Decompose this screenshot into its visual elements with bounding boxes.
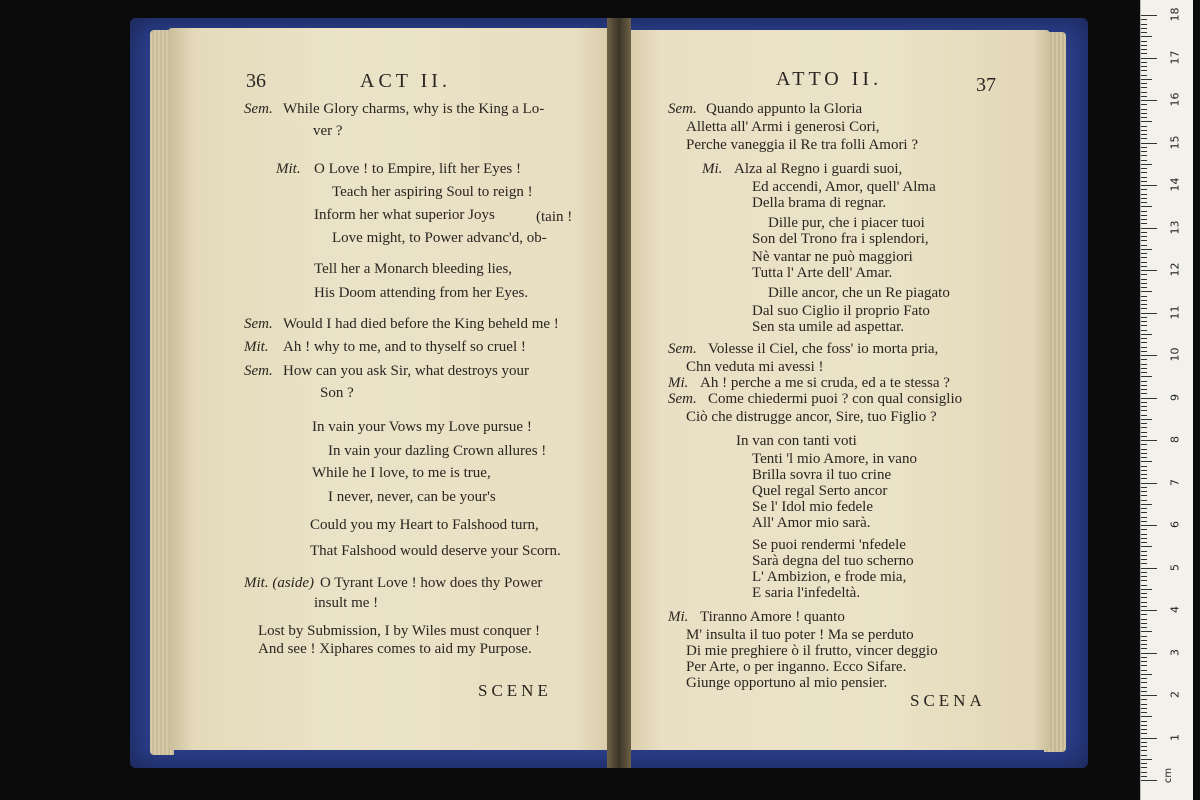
- ruler-tick: [1141, 270, 1157, 271]
- verse-line: Quando appunto la Gloria: [706, 101, 863, 117]
- verse-line: Chn veduta mi avessi !: [686, 359, 824, 375]
- ruler-tick: [1141, 780, 1157, 781]
- ruler-label: 2: [1168, 691, 1182, 698]
- ruler-tick: [1141, 134, 1147, 135]
- ruler-tick: [1141, 755, 1147, 756]
- ruler-tick: [1141, 202, 1147, 203]
- ruler-tick: [1141, 772, 1147, 773]
- right-page-number: 37: [976, 74, 996, 96]
- ruler-tick: [1141, 113, 1147, 114]
- speaker-label: Sem.: [668, 101, 697, 117]
- ruler-tick: [1141, 572, 1147, 573]
- ruler-label: 10: [1168, 347, 1182, 362]
- verse-line: Se l' Idol mio fedele: [752, 499, 874, 515]
- speaker-label: Mi.: [668, 375, 689, 391]
- ruler-tick: [1141, 143, 1157, 144]
- verse-line: In vain your dazling Crown allures !: [328, 443, 547, 459]
- ruler-tick: [1141, 691, 1147, 692]
- ruler-tick: [1141, 253, 1147, 254]
- ruler-tick: [1141, 597, 1147, 598]
- ruler-tick: [1141, 70, 1147, 71]
- ruler-tick: [1141, 313, 1157, 314]
- ruler-tick: [1141, 619, 1147, 620]
- ruler-tick: [1141, 653, 1157, 654]
- ruler-tick: [1141, 763, 1147, 764]
- ruler-tick: [1141, 546, 1152, 547]
- ruler-tick: [1141, 699, 1147, 700]
- ruler-tick: [1141, 215, 1147, 216]
- verse-line: Dille pur, che i piacer tuoi: [768, 215, 925, 231]
- ruler-tick: [1141, 406, 1147, 407]
- ruler-tick: [1141, 211, 1147, 212]
- ruler-tick: [1141, 508, 1147, 509]
- ruler-tick: [1141, 483, 1157, 484]
- verse-line: Alletta all' Armi i generosi Cori,: [686, 119, 880, 135]
- verse-line: Volesse il Ciel, che foss' io morta pria,: [708, 341, 939, 357]
- ruler-tick: [1141, 580, 1147, 581]
- measuring-ruler: [1140, 0, 1193, 800]
- verse-line: How can you ask Sir, what destroys your: [283, 363, 530, 379]
- ruler-tick: [1141, 372, 1147, 373]
- ruler-tick: [1141, 100, 1157, 101]
- ruler-tick: [1141, 627, 1147, 628]
- ruler-tick: [1141, 28, 1147, 29]
- ruler-tick: [1141, 695, 1157, 696]
- ruler-tick: [1141, 41, 1147, 42]
- verse-line: insult me !: [314, 595, 379, 611]
- verse-line: Ciò che distrugge ancor, Sire, tuo Figlio ?: [686, 409, 937, 425]
- verse-line: Son ?: [320, 385, 354, 401]
- ruler-tick: [1141, 512, 1147, 513]
- ruler-tick: [1141, 49, 1147, 50]
- ruler-tick: [1141, 389, 1147, 390]
- verse-line: His Doom attending from her Eyes.: [314, 285, 529, 301]
- verse-line: L' Ambizion, e frode mia,: [752, 569, 907, 585]
- ruler-tick: [1141, 640, 1147, 641]
- ruler-tick: [1141, 419, 1152, 420]
- verse-line: Dal suo Ciglio il proprio Fato: [752, 303, 930, 319]
- verse-line: Sen sta umile ad aspettar.: [752, 319, 905, 335]
- ruler-tick: [1141, 474, 1147, 475]
- ruler-tick: [1141, 266, 1147, 267]
- ruler-tick: [1141, 262, 1147, 263]
- ruler-tick: [1141, 538, 1147, 539]
- ruler-tick: [1141, 610, 1157, 611]
- ruler-tick: [1141, 351, 1147, 352]
- ruler-tick: [1141, 453, 1147, 454]
- verse-line: Di mie preghiere ò il frutto, vincer deggio: [686, 643, 938, 659]
- ruler-tick: [1141, 283, 1147, 284]
- verse-line: Love might, to Power advanc'd, ob-: [332, 230, 547, 246]
- ruler-tick: [1141, 321, 1147, 322]
- ruler-tick: [1141, 32, 1147, 33]
- ruler-tick: [1141, 228, 1157, 229]
- ruler-tick: [1141, 249, 1152, 250]
- ruler-tick: [1141, 750, 1147, 751]
- right-page-header: ATTO II.: [776, 68, 883, 90]
- right-page: [628, 30, 1050, 750]
- ruler-tick: [1141, 427, 1147, 428]
- verse-line: Tenti 'l mio Amore, in vano: [752, 451, 917, 467]
- ruler-tick: [1141, 529, 1147, 530]
- verse-line: Per Arte, o per inganno. Ecco Sifare.: [686, 659, 907, 675]
- verse-line: Tutta l' Arte dell' Amar.: [752, 265, 893, 281]
- verse-line: Se puoi rendermi 'nfedele: [752, 537, 906, 553]
- ruler-tick: [1141, 181, 1147, 182]
- ruler-tick: [1141, 687, 1147, 688]
- ruler-tick: [1141, 189, 1147, 190]
- ruler-tick: [1141, 593, 1147, 594]
- ruler-unit-label: cm: [1163, 767, 1175, 784]
- ruler-tick: [1141, 746, 1147, 747]
- ruler-tick: [1141, 674, 1152, 675]
- ruler-tick: [1141, 36, 1152, 37]
- ruler-tick: [1141, 245, 1147, 246]
- ruler-tick: [1141, 219, 1147, 220]
- ruler-tick: [1141, 466, 1147, 467]
- ruler-tick: [1141, 53, 1147, 54]
- ruler-tick: [1141, 300, 1147, 301]
- ruler-tick: [1141, 338, 1147, 339]
- verse-line: Ed accendi, Amor, quell' Alma: [752, 179, 936, 195]
- ruler-tick: [1141, 385, 1147, 386]
- verse-line: Quel regal Serto ancor: [752, 483, 888, 499]
- ruler-tick: [1141, 563, 1147, 564]
- ruler-tick: [1141, 644, 1147, 645]
- verse-line: Alza al Regno i guardi suoi,: [734, 161, 903, 177]
- ruler-tick: [1141, 58, 1157, 59]
- ruler-tick: [1141, 444, 1147, 445]
- ruler-tick: [1141, 24, 1147, 25]
- ruler-tick: [1141, 317, 1147, 318]
- speaker-label: Sem.: [668, 391, 697, 407]
- ruler-tick: [1141, 393, 1147, 394]
- ruler-tick: [1141, 738, 1157, 739]
- ruler-tick: [1141, 576, 1147, 577]
- ruler-label: 5: [1168, 563, 1182, 571]
- ruler-tick: [1141, 304, 1147, 305]
- ruler-tick: [1141, 725, 1147, 726]
- ruler-tick: [1141, 138, 1147, 139]
- ruler-tick: [1141, 206, 1152, 207]
- verse-line: Sarà degna del tuo scherno: [752, 553, 914, 569]
- ruler-tick: [1141, 461, 1152, 462]
- ruler-tick: [1141, 721, 1147, 722]
- ruler-tick: [1141, 602, 1147, 603]
- verse-line: Giunge opportuno al mio pensier.: [686, 675, 888, 691]
- ruler-tick: [1141, 75, 1147, 76]
- ruler-tick: [1141, 109, 1147, 110]
- ruler-tick: [1141, 631, 1152, 632]
- ruler-tick: [1141, 551, 1147, 552]
- ruler-tick: [1141, 172, 1147, 173]
- verse-line: Perche vaneggia il Re tra folli Amori ?: [686, 137, 919, 153]
- ruler-tick: [1141, 742, 1147, 743]
- ruler-tick: [1141, 257, 1147, 258]
- ruler-tick: [1141, 168, 1147, 169]
- right-catchword: SCENA: [910, 691, 986, 710]
- ruler-tick: [1141, 240, 1147, 241]
- ruler-tick: [1141, 364, 1147, 365]
- ruler-tick: [1141, 670, 1147, 671]
- ruler-label: 17: [1168, 50, 1182, 64]
- ruler-tick: [1141, 121, 1152, 122]
- ruler-tick: [1141, 147, 1147, 148]
- verse-line: Brilla sovra il tuo crine: [752, 467, 892, 483]
- ruler-tick: [1141, 92, 1147, 93]
- left-page: [168, 28, 608, 750]
- ruler-tick: [1141, 355, 1157, 356]
- ruler-label: 14: [1168, 177, 1182, 192]
- ruler-tick: [1141, 504, 1152, 505]
- ruler-tick: [1141, 542, 1147, 543]
- ruler-tick: [1141, 359, 1147, 360]
- verse-line: Teach her aspiring Soul to reign !: [332, 184, 533, 200]
- ruler-tick: [1141, 164, 1152, 165]
- ruler-tick: [1141, 342, 1147, 343]
- verse-line: In van con tanti voti: [736, 433, 857, 449]
- ruler-tick: [1141, 117, 1147, 118]
- ruler-tick: [1141, 368, 1147, 369]
- ruler-tick: [1141, 495, 1147, 496]
- verse-line: Inform her what superior Joys: [314, 207, 495, 223]
- ruler-label: 7: [1168, 478, 1182, 486]
- verse-line: While he I love, to me is true,: [312, 465, 491, 481]
- speaker-label: Sem.: [668, 341, 697, 357]
- ruler-tick: [1141, 704, 1147, 705]
- speaker-label: Mi.: [702, 161, 723, 177]
- ruler-label: 6: [1168, 521, 1182, 528]
- left-page-header: ACT II.: [360, 70, 451, 92]
- ruler-tick: [1141, 151, 1147, 152]
- verse-line: M' insulta il tuo poter ! Ma se perduto: [686, 627, 914, 643]
- ruler-tick: [1141, 776, 1147, 777]
- ruler-tick: [1141, 716, 1152, 717]
- ruler-tick: [1141, 470, 1147, 471]
- ruler-tick: [1141, 325, 1147, 326]
- verse-line: That Falshood would deserve your Scorn.: [310, 543, 561, 559]
- verse-line: Ah ! perche a me si cruda, ed a te stessa ?: [700, 375, 950, 391]
- ruler-tick: [1141, 432, 1147, 433]
- ruler-tick: [1141, 525, 1157, 526]
- ruler-tick: [1141, 381, 1147, 382]
- verse-line: Dille ancor, che un Re piagato: [768, 285, 950, 301]
- ruler-tick: [1141, 678, 1147, 679]
- ruler-tick: [1141, 733, 1147, 734]
- ruler-label: 4: [1168, 606, 1182, 613]
- ruler-tick: [1141, 104, 1147, 105]
- speaker-label: Mit.: [276, 161, 301, 177]
- ruler-tick: [1141, 274, 1147, 275]
- ruler-tick: [1141, 376, 1152, 377]
- ruler-tick: [1141, 96, 1147, 97]
- verse-line: (tain !: [536, 209, 573, 225]
- ruler-tick: [1141, 614, 1147, 615]
- ruler-label: 13: [1168, 220, 1182, 234]
- book-gutter: [607, 18, 631, 768]
- ruler-tick: [1141, 194, 1147, 195]
- ruler-tick: [1141, 308, 1147, 309]
- ruler-tick: [1141, 759, 1152, 760]
- ruler-tick: [1141, 177, 1147, 178]
- ruler-tick: [1141, 708, 1147, 709]
- ruler-tick: [1141, 223, 1147, 224]
- speaker-label: Mit.: [244, 339, 269, 355]
- ruler-label: 12: [1168, 262, 1182, 277]
- ruler-tick: [1141, 330, 1147, 331]
- ruler-label: 15: [1168, 135, 1182, 149]
- verse-line: While Glory charms, why is the King a Lo-: [283, 101, 545, 117]
- ruler-tick: [1141, 398, 1157, 399]
- ruler-tick: [1141, 291, 1152, 292]
- left-catchword: SCENE: [478, 681, 552, 700]
- ruler-label: 8: [1168, 436, 1182, 443]
- verse-line: O Tyrant Love ! how does thy Power: [320, 575, 543, 591]
- ruler-tick: [1141, 198, 1147, 199]
- ruler-tick: [1141, 648, 1147, 649]
- verse-line: And see ! Xiphares comes to aid my Purpose.: [258, 641, 532, 657]
- verse-line: Lost by Submission, I by Wiles must conquer !: [258, 623, 541, 639]
- ruler-tick: [1141, 436, 1147, 437]
- ruler-tick: [1141, 83, 1147, 84]
- ruler-tick: [1141, 478, 1147, 479]
- verse-line: Could you my Heart to Falshood turn,: [310, 517, 539, 533]
- ruler-label: 18: [1168, 7, 1182, 22]
- verse-line: In vain your Vows my Love pursue !: [312, 419, 532, 435]
- ruler-tick: [1141, 682, 1147, 683]
- ruler-tick: [1141, 623, 1147, 624]
- ruler-tick: [1141, 568, 1157, 569]
- ruler-tick: [1141, 491, 1147, 492]
- verse-line: ver ?: [313, 123, 343, 139]
- ruler-tick: [1141, 45, 1147, 46]
- ruler-tick: [1141, 287, 1147, 288]
- ruler-tick: [1141, 296, 1147, 297]
- ruler-tick: [1141, 19, 1147, 20]
- verse-line: Della brama di regnar.: [752, 195, 887, 211]
- ruler-tick: [1141, 585, 1147, 586]
- ruler-tick: [1141, 767, 1147, 768]
- ruler-label: 11: [1168, 305, 1182, 319]
- ruler-tick: [1141, 185, 1157, 186]
- verse-line: Tiranno Amore ! quanto: [700, 609, 845, 625]
- ruler-tick: [1141, 665, 1147, 666]
- ruler-tick: [1141, 160, 1147, 161]
- verse-line: E saria l'infedeltà.: [752, 585, 861, 601]
- ruler-tick: [1141, 729, 1147, 730]
- verse-line: All' Amor mio sarà.: [752, 515, 871, 531]
- verse-line: Come chiedermi puoi ? con qual consiglio: [708, 391, 963, 407]
- verse-line: Son del Trono fra i splendori,: [752, 231, 929, 247]
- ruler-tick: [1141, 15, 1157, 16]
- ruler-tick: [1141, 410, 1147, 411]
- ruler-tick: [1141, 236, 1147, 237]
- ruler-label: 3: [1168, 648, 1182, 656]
- ruler-tick: [1141, 712, 1147, 713]
- ruler-tick: [1141, 636, 1147, 637]
- ruler-tick: [1141, 87, 1147, 88]
- ruler-tick: [1141, 279, 1147, 280]
- speaker-label: Sem.: [244, 316, 273, 332]
- ruler-tick: [1141, 487, 1147, 488]
- ruler-tick: [1141, 415, 1147, 416]
- verse-line: Ah ! why to me, and to thyself so cruel !: [283, 339, 526, 355]
- ruler-tick: [1141, 232, 1147, 233]
- ruler-tick: [1141, 517, 1147, 518]
- ruler-tick: [1141, 79, 1152, 80]
- ruler-tick: [1141, 500, 1147, 501]
- speaker-label: Mit. (aside): [244, 575, 314, 591]
- ruler-tick: [1141, 334, 1152, 335]
- ruler-label: 1: [1168, 733, 1182, 741]
- ruler-tick: [1141, 606, 1147, 607]
- ruler-tick: [1141, 555, 1147, 556]
- ruler-tick: [1141, 402, 1147, 403]
- ruler-tick: [1141, 66, 1147, 67]
- ruler-tick: [1141, 657, 1147, 658]
- verse-line: O Love ! to Empire, lift her Eyes !: [314, 161, 522, 177]
- left-page-number: 36: [246, 70, 266, 92]
- verse-line: Nè vantar ne può maggiori: [752, 249, 913, 265]
- speaker-label: Sem.: [244, 363, 273, 379]
- verse-line: Would I had died before the King beheld me !: [283, 316, 559, 332]
- ruler-label: 9: [1168, 393, 1182, 401]
- ruler-tick: [1141, 661, 1147, 662]
- speaker-label: Mi.: [668, 609, 689, 625]
- verse-line: I never, never, can be your's: [328, 489, 496, 505]
- ruler-tick: [1141, 534, 1147, 535]
- ruler-tick: [1141, 589, 1152, 590]
- ruler-tick: [1141, 155, 1147, 156]
- ruler-tick: [1141, 130, 1147, 131]
- ruler-tick: [1141, 126, 1147, 127]
- ruler-tick: [1141, 347, 1147, 348]
- ruler-tick: [1141, 440, 1157, 441]
- speaker-label: Sem.: [244, 101, 273, 117]
- ruler-tick: [1141, 457, 1147, 458]
- ruler-label: 16: [1168, 92, 1182, 107]
- ruler-tick: [1141, 559, 1147, 560]
- ruler-tick: [1141, 62, 1147, 63]
- ruler-tick: [1141, 521, 1147, 522]
- verse-line: Tell her a Monarch bleeding lies,: [314, 261, 513, 277]
- ruler-tick: [1141, 423, 1147, 424]
- ruler-tick: [1141, 449, 1147, 450]
